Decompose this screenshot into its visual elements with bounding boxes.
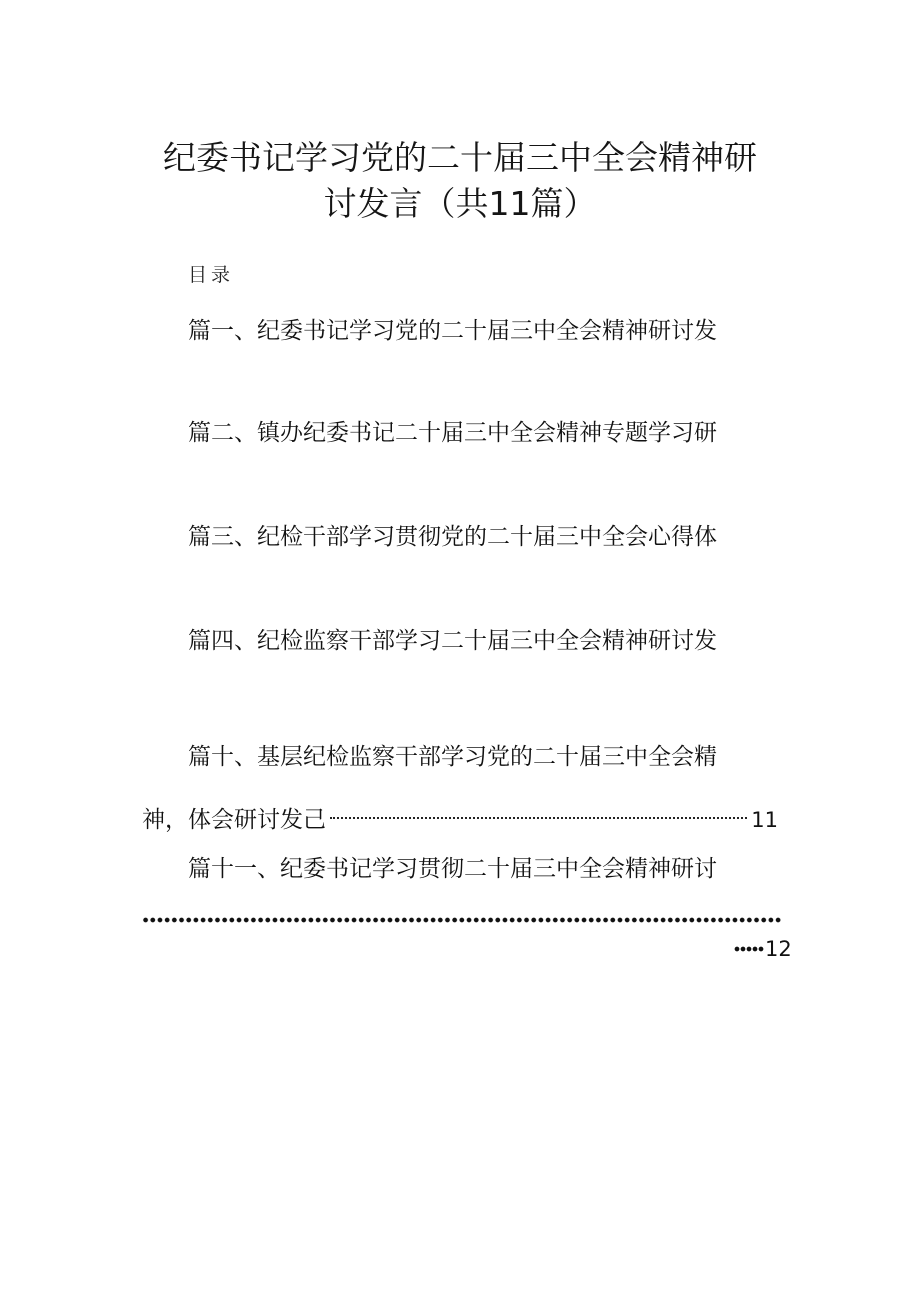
toc-leader-dots (330, 797, 747, 827)
toc-entry-10-page-number: 11 (751, 808, 778, 832)
toc-entry-11-leader-dots (142, 912, 782, 928)
toc-entry-1[interactable]: 篇一、纪委书记学习党的二十届三中全会精神研讨发 (188, 318, 717, 344)
toc-entry-11-leader-dots-end (734, 941, 764, 957)
toc-entry-3[interactable]: 篇三、纪检干部学习贯彻党的二十届三中全会心得体 (188, 524, 717, 550)
toc-heading: 目录 (188, 264, 235, 286)
toc-entry-10-continuation[interactable] (142, 797, 778, 835)
toc-entry-10-continuation-text: 神，体会研讨发己 (142, 807, 326, 833)
document-title-line-2: 讨发言（共11篇） (323, 184, 597, 223)
toc-entry-2[interactable]: 篇二、镇办纪委书记二十届三中全会精神专题学习研 (188, 420, 717, 446)
document-title-line-1: 纪委书记学习党的二十届三中全会精神研 (163, 138, 757, 177)
toc-entry-11-page-ref (734, 934, 792, 964)
toc-entry-11[interactable]: 篇十一、纪委书记学习贯彻二十届三中全会精神研讨 (188, 856, 717, 882)
toc-entry-4[interactable]: 篇四、纪检监察干部学习二十届三中全会精神研讨发 (188, 628, 717, 654)
toc-entry-10[interactable]: 篇十、基层纪检监察干部学习党的二十届三中全会精 (188, 744, 717, 770)
toc-entry-11-page-number: 12 (765, 937, 792, 961)
